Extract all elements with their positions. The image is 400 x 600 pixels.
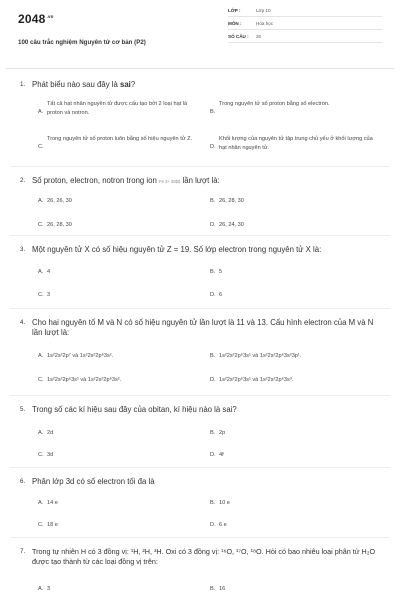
option-text: 26, 24, 30: [219, 222, 244, 228]
option-letter: D.: [210, 222, 216, 228]
meta-row-class: [228, 4, 382, 17]
option-letter: A.: [38, 269, 44, 275]
site-logo[interactable]: [18, 12, 54, 26]
option-text: 4f: [219, 452, 224, 458]
option-text: Trong nguyên tử số proton bằng số electron.: [219, 101, 330, 107]
option-letter: A.: [38, 430, 44, 436]
option-letter: D.: [210, 144, 216, 150]
option-text: 3: [47, 586, 51, 592]
question-number: 4.: [20, 319, 26, 326]
option-text: Tất cả hạt nhân nguyên tử được cấu tạo bởi 2 loại hạt là proton và notron.: [47, 101, 188, 116]
meta-key: SỐ CÂU :: [228, 34, 249, 39]
option-text: 3: [47, 292, 51, 298]
ion-element: Fe: [159, 179, 164, 184]
document-title: 100 câu trắc nghiệm Nguyên tử cơ bản (P2): [18, 39, 146, 46]
question-text: Trong tự nhiên H có 3 đồng vị: ¹H, ²H, ³H. Oxi có 3 đồng vị: ¹⁶O, ¹⁷O, ¹⁸O. Hỏi có bao nhiêu loại phân tử H₂O được tạo thành từ các loại đồng vị trên:: [32, 547, 376, 566]
option-letter: B.: [210, 198, 216, 204]
question-number: 7.: [20, 548, 26, 555]
option-letter: B.: [210, 269, 216, 275]
meta-row-count: [228, 30, 382, 43]
option-letter: D.: [210, 452, 216, 458]
option-text: 1s²2s²2p⁶3s¹ và 1s²2s²2p⁶3s³.: [219, 377, 294, 383]
option-letter: A.: [38, 500, 44, 506]
option-letter: B.: [210, 109, 216, 115]
question-number: 6.: [20, 478, 26, 485]
question-text: Phân lớp 3d có số electron tối đa là: [32, 477, 155, 486]
question-text: Cho hai nguyên tố M và N có số hiệu nguyên tử lần lượt là 11 và 13. Cấu hình electron của M và N lần lượt là:: [32, 318, 374, 338]
question-text: Trong số các kí hiệu sau đây của obitan, kí hiệu nào là sai?: [32, 405, 237, 414]
logo-suffix: .vn: [46, 14, 54, 19]
option-text: 26, 26, 30: [47, 198, 72, 204]
question-text-part: Phát biểu nào sau đây là: [32, 80, 120, 89]
option-text: 16: [219, 586, 226, 592]
question-divider: [10, 166, 390, 167]
option-text: 2d: [47, 430, 54, 436]
option-letter: B.: [210, 586, 216, 592]
meta-key: MÔN :: [228, 21, 242, 26]
option-text: 18 e: [47, 522, 58, 528]
question-divider: [10, 467, 390, 468]
option-letter: D.: [210, 292, 216, 298]
option-letter: D.: [210, 377, 216, 383]
question-text: [32, 80, 380, 90]
option-text: Khối lượng của nguyên tử tập trung chủ yếu ở khối lượng của hạt nhân nguyên tử.: [219, 136, 373, 151]
option-text: 2p: [219, 430, 226, 436]
option-letter: A.: [38, 586, 44, 592]
question-text-part: lần lượt là:: [180, 176, 220, 185]
option-letter: C.: [38, 522, 44, 528]
option-text: Trong nguyên tử số proton luôn bằng số hiệu nguyên tử Z.: [47, 136, 193, 142]
option-letter: C.: [38, 452, 44, 458]
option-text: 26, 28, 30: [219, 198, 244, 204]
option-letter: A.: [38, 198, 44, 204]
option-text: 6: [219, 292, 223, 298]
question-text-part: ?: [130, 80, 136, 89]
meta-value: Hóa học: [256, 21, 274, 26]
question-divider: [10, 308, 390, 309]
question-text: Một nguyên tử X có số hiệu nguyên tử Z = 19. Số lớp electron trong nguyên tử X là:: [32, 245, 322, 254]
option-letter: B.: [210, 353, 216, 359]
option-letter: D.: [210, 522, 216, 528]
option-text: 4: [47, 269, 51, 275]
option-text: 5: [219, 269, 223, 275]
question-text-part: Số proton, electron, notron trong ion: [32, 176, 159, 185]
option-letter: C.: [38, 222, 44, 228]
option-letter: B.: [210, 430, 216, 436]
option-text: 3d: [47, 452, 54, 458]
option-text: 1s²2s²2p⁶3s¹ và 1s²2s²2p⁶3s².: [47, 377, 122, 383]
question-emphasis: sai: [120, 80, 131, 89]
meta-row-subject: [228, 17, 382, 30]
option-letter: C.: [38, 377, 44, 383]
option-text: 6 e: [219, 522, 227, 528]
option-text: 1s²2s²2p⁶3s¹ và 1s²2s²2p⁶3s²3p¹.: [219, 353, 302, 359]
ion-symbol: [159, 179, 180, 184]
option-text: 26, 28, 30: [47, 222, 72, 228]
meta-value: 20: [256, 34, 262, 39]
question-number: 1.: [20, 81, 26, 88]
option-letter: A.: [38, 353, 44, 359]
question-number: 2.: [20, 177, 26, 184]
option-text: 1s²2s²2p⁷ và 1s²2s²2p⁶3s².: [47, 353, 114, 359]
option-text: 14 e: [47, 500, 58, 506]
header-divider: [6, 68, 394, 69]
question-number: 3.: [20, 246, 26, 253]
document-meta: [228, 4, 382, 43]
question-divider: [10, 395, 390, 396]
question-divider: [10, 235, 390, 236]
option-letter: C.: [38, 292, 44, 298]
option-letter: C.: [38, 144, 44, 150]
option-letter: A.: [38, 109, 44, 115]
logo-text: 2048: [18, 12, 46, 26]
option-letter: B.: [210, 500, 216, 506]
meta-value: Lớp 10: [256, 8, 271, 13]
option-text: 10 e: [219, 500, 230, 506]
meta-key: LỚP :: [228, 8, 241, 13]
question-divider: [10, 537, 390, 538]
question-number: 5.: [20, 406, 26, 413]
ion-notation: 2+ 2656: [165, 179, 181, 184]
question-text: [32, 176, 380, 187]
